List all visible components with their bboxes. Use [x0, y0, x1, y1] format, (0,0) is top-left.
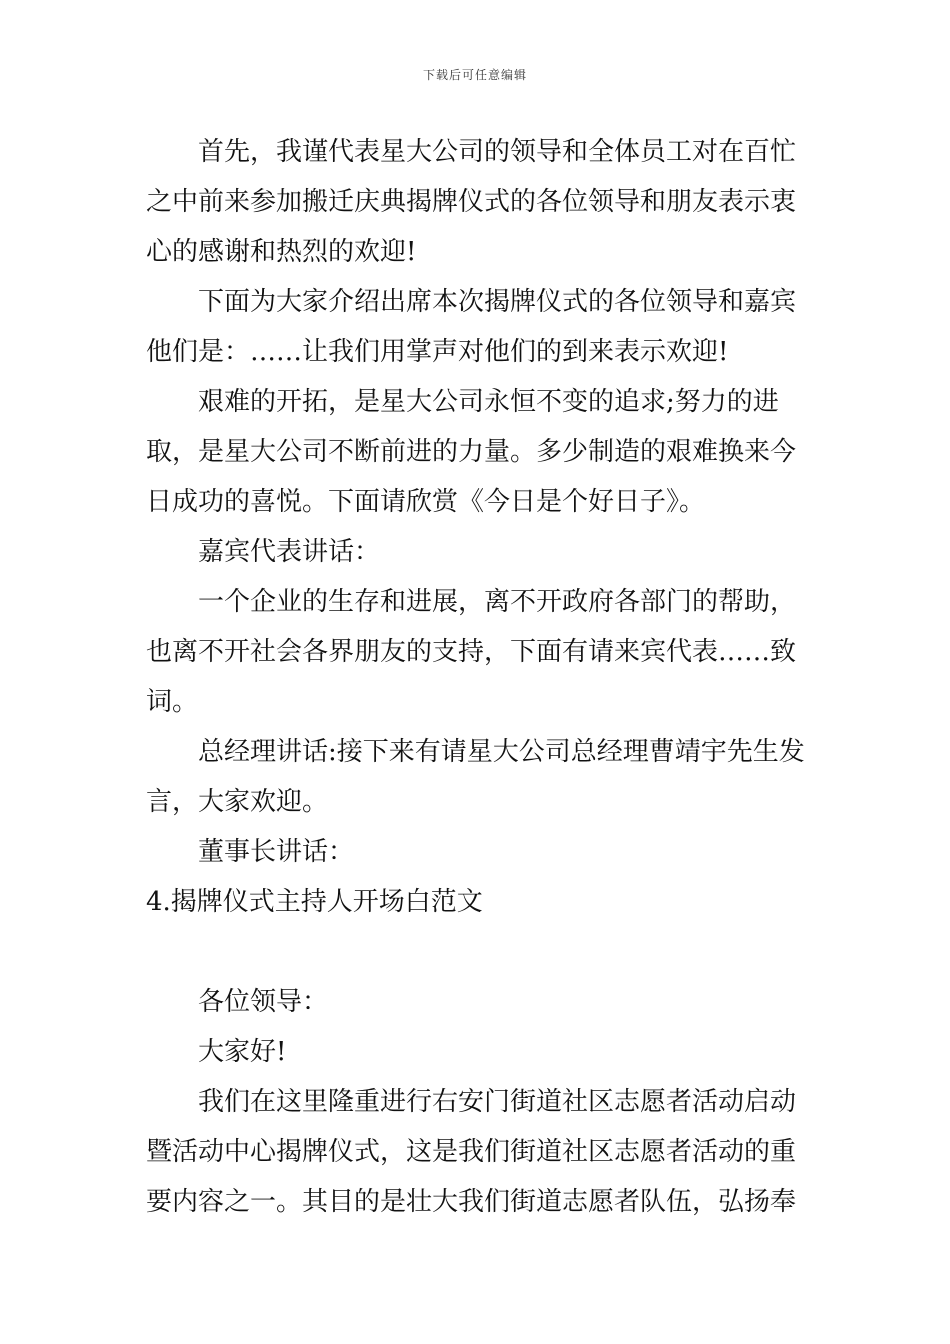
paragraph-pioneering: 艰难的开拓，是星大公司永恒不变的追求;努力的进取，是星大公司不断前进的力量。多少制造的艰难换来今日成功的喜悦。下面请欣赏《今日是个好日子》。	[146, 387, 797, 517]
section-heading: 4.揭牌仪式主持人开场白范文	[146, 887, 483, 917]
header-note: 下载后可任意编辑	[422, 68, 527, 82]
paragraph-gm-speech: 总经理讲话:接下来有请星大公司总经理曹靖宇先生发言，大家欢迎。	[146, 737, 805, 817]
paragraph-guest-speech: 一个企业的生存和进展，离不开政府各部门的帮助，也离不开社会各界朋友的支持，下面有请来宾代表……致词。	[146, 587, 797, 717]
paragraph-chairman-speech: 董事长讲话：	[198, 837, 355, 867]
paragraph-guest-intro: 下面为大家介绍出席本次揭牌仪式的各位领导和嘉宾他们是：……让我们用掌声对他们的到来表示欢迎!	[146, 287, 797, 367]
paragraph-volunteer-launch: 我们在这里隆重进行右安门街道社区志愿者活动启动暨活动中心揭牌仪式，这是我们街道社区志愿者活动的重要内容之一。其目的是壮大我们街道志愿者队伍，弘扬奉	[146, 1087, 797, 1217]
paragraph-salutation: 各位领导：	[198, 987, 329, 1017]
paragraph-greeting: 大家好!	[198, 1037, 287, 1067]
paragraph-guest-speech-label: 嘉宾代表讲话：	[198, 537, 381, 567]
section-spacer	[146, 927, 814, 977]
paragraph-thanks: 首先，我谨代表星大公司的领导和全体员工对在百忙之中前来参加搬迁庆典揭牌仪式的各位领导和朋友表示衷心的感谢和热烈的欢迎!	[146, 137, 797, 267]
document-body	[146, 127, 814, 1227]
